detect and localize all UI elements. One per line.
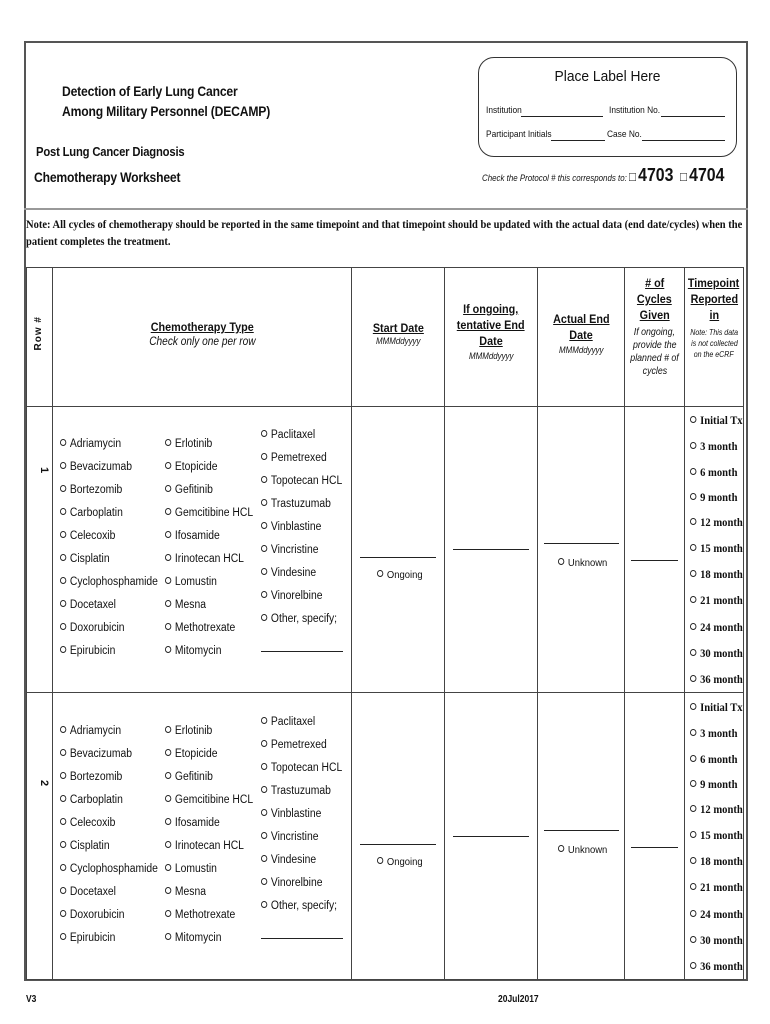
radio-icon	[60, 933, 66, 940]
radio-icon	[165, 933, 171, 940]
timepoint-option[interactable]: 30 month	[690, 935, 743, 947]
radio-icon	[165, 531, 171, 538]
option-vinblastine[interactable]: Vinblastine	[261, 808, 321, 820]
footer-date: 20Jul2017	[498, 994, 539, 1005]
option-bevacizumab[interactable]: Bevacizumab	[60, 748, 132, 760]
tentative-end-date-cell	[445, 407, 538, 693]
institution-no-label: Institution No.	[609, 105, 661, 116]
radio-icon	[261, 453, 267, 460]
radio-icon	[165, 554, 171, 561]
protocol-4703-checkbox[interactable]: □	[629, 169, 636, 184]
radio-icon	[165, 462, 171, 469]
radio-icon	[261, 763, 267, 770]
option-pemetrexed[interactable]: Pemetrexed	[261, 739, 327, 751]
participant-initials-field[interactable]	[551, 140, 605, 141]
option-vinorelbine[interactable]: Vinorelbine	[261, 877, 323, 889]
option-etopicide[interactable]: Etopicide	[165, 461, 217, 473]
radio-icon	[60, 646, 66, 653]
radio-icon	[690, 883, 696, 890]
actual-end-date-cell	[538, 407, 625, 693]
radio-icon	[690, 623, 696, 630]
option-doxorubicin[interactable]: Doxorubicin	[60, 909, 125, 921]
option-adriamycin[interactable]: Adriamycin	[60, 725, 121, 737]
study-title-line2: Among Military Personnel (DECAMP)	[62, 104, 271, 119]
protocol-4704-checkbox[interactable]: □	[680, 169, 687, 184]
option-epirubicin[interactable]: Epirubicin	[60, 932, 115, 944]
radio-icon	[60, 864, 66, 871]
timepoint-cell	[685, 693, 744, 980]
radio-icon	[165, 485, 171, 492]
option-ifosamide[interactable]: Ifosamide	[165, 530, 220, 542]
radio-icon	[690, 649, 696, 656]
option-vinblastine[interactable]: Vinblastine	[261, 521, 321, 533]
radio-icon	[690, 596, 696, 603]
radio-icon	[60, 439, 66, 446]
option-cyclophosphamide[interactable]: Cyclophosphamide	[60, 576, 158, 588]
chemo-table	[26, 267, 744, 980]
institution-field[interactable]	[521, 116, 603, 117]
option-mitomycin[interactable]: Mitomycin	[165, 645, 221, 657]
other-specify-field[interactable]	[261, 938, 343, 939]
option-irinotecan[interactable]: Irinotecan HCL	[165, 840, 244, 852]
option-methotrexate[interactable]: Methotrexate	[165, 622, 235, 634]
radio-icon	[165, 508, 171, 515]
option-vindesine[interactable]: Vindesine	[261, 567, 316, 579]
row-number-header: Row #	[27, 268, 53, 407]
option-vinorelbine[interactable]: Vinorelbine	[261, 590, 323, 602]
table-row	[27, 693, 744, 980]
option-doxorubicin[interactable]: Doxorubicin	[60, 622, 125, 634]
radio-icon	[60, 749, 66, 756]
radio-icon	[60, 841, 66, 848]
option-erlotinib[interactable]: Erlotinib	[165, 438, 212, 450]
timepoint-option[interactable]: Initial Tx	[690, 702, 743, 714]
radio-icon	[558, 558, 564, 565]
protocol-text: Check the Protocol # this corresponds to:	[482, 173, 627, 183]
radio-icon	[60, 485, 66, 492]
form-title: Chemotherapy Worksheet	[34, 170, 181, 185]
study-title-line1: Detection of Early Lung Cancer	[62, 84, 238, 99]
timepoint-option[interactable]: 6 month	[690, 754, 737, 766]
radio-icon	[60, 462, 66, 469]
radio-icon	[60, 623, 66, 630]
row-number-cell: 2	[27, 693, 53, 980]
radio-icon	[261, 591, 267, 598]
start-date-cell	[352, 407, 445, 693]
radio-icon	[558, 845, 564, 852]
timepoint-header: Timepoint Reported in Note: This data is not collected on the eCRF	[685, 268, 744, 407]
radio-icon	[165, 600, 171, 607]
option-other-specify[interactable]: Other, specify;	[261, 613, 337, 625]
radio-icon	[690, 831, 696, 838]
unknown-option[interactable]: Unknown	[558, 557, 607, 569]
timepoint-option[interactable]: 36 month	[690, 961, 743, 973]
other-specify-field[interactable]	[261, 651, 343, 652]
actual-end-date-field[interactable]	[544, 543, 619, 544]
timepoint-option[interactable]: 18 month	[690, 569, 743, 581]
option-gefitinib[interactable]: Gefitinib	[165, 484, 213, 496]
radio-icon	[261, 832, 267, 839]
ongoing-option[interactable]: Ongoing	[377, 856, 423, 868]
radio-icon	[690, 675, 696, 682]
start-date-header: Start Date MMMddyyyy	[352, 268, 445, 407]
timepoint-option[interactable]: 18 month	[690, 856, 743, 868]
radio-icon	[165, 646, 171, 653]
divider	[24, 208, 748, 210]
timepoint-option[interactable]: 21 month	[690, 882, 743, 894]
cycles-cell	[625, 407, 685, 693]
radio-icon	[261, 855, 267, 862]
cycles-cell	[625, 693, 685, 980]
tentative-end-date-field[interactable]	[453, 836, 529, 837]
chemo-options-cell	[53, 693, 352, 980]
option-bevacizumab[interactable]: Bevacizumab	[60, 461, 132, 473]
timepoint-option[interactable]: 30 month	[690, 648, 743, 660]
protocol-4703-label: 4703	[638, 165, 674, 185]
option-erlotinib[interactable]: Erlotinib	[165, 725, 212, 737]
radio-icon	[690, 703, 696, 710]
radio-icon	[690, 468, 696, 475]
protocol-4704-label: 4704	[689, 165, 725, 185]
radio-icon	[261, 809, 267, 816]
option-adriamycin[interactable]: Adriamycin	[60, 438, 121, 450]
radio-icon	[60, 887, 66, 894]
option-epirubicin[interactable]: Epirubicin	[60, 645, 115, 657]
option-docetaxel[interactable]: Docetaxel	[60, 886, 116, 898]
radio-icon	[261, 430, 267, 437]
table-header-row	[27, 268, 744, 407]
option-trastuzumab[interactable]: Trastuzumab	[261, 785, 331, 797]
radio-icon	[261, 786, 267, 793]
option-paclitaxel[interactable]: Paclitaxel	[261, 429, 315, 441]
option-bortezomib[interactable]: Bortezomib	[60, 771, 122, 783]
chemo-type-header: Chemotherapy Type Check only one per row	[53, 268, 352, 407]
option-bortezomib[interactable]: Bortezomib	[60, 484, 122, 496]
radio-icon	[690, 755, 696, 762]
radio-icon	[165, 795, 171, 802]
case-no-field[interactable]	[642, 140, 725, 141]
option-topotecan[interactable]: Topotecan HCL	[261, 762, 342, 774]
option-celecoxib[interactable]: Celecoxib	[60, 530, 115, 542]
unknown-option[interactable]: Unknown	[558, 844, 607, 856]
tentative-end-date-field[interactable]	[453, 549, 529, 550]
cycles-given-header: # of Cycles Given If ongoing, provide the planned # of cycles	[625, 268, 685, 407]
radio-icon	[377, 857, 383, 864]
radio-icon	[377, 570, 383, 577]
radio-icon	[690, 518, 696, 525]
label-box	[478, 57, 737, 157]
radio-icon	[60, 531, 66, 538]
radio-icon	[60, 795, 66, 802]
chemo-options-cell	[53, 407, 352, 693]
radio-icon	[261, 740, 267, 747]
radio-icon	[60, 600, 66, 607]
start-date-cell	[352, 693, 445, 980]
case-no-label: Case No.	[607, 129, 642, 140]
radio-icon	[690, 442, 696, 449]
table-row	[27, 407, 744, 693]
radio-icon	[60, 726, 66, 733]
option-other-specify[interactable]: Other, specify;	[261, 900, 337, 912]
radio-icon	[165, 841, 171, 848]
radio-icon	[261, 717, 267, 724]
option-vindesine[interactable]: Vindesine	[261, 854, 316, 866]
institution-no-field[interactable]	[661, 116, 725, 117]
radio-icon	[261, 878, 267, 885]
radio-icon	[690, 544, 696, 551]
option-etopicide[interactable]: Etopicide	[165, 748, 217, 760]
option-mesna[interactable]: Mesna	[165, 886, 206, 898]
timepoint-option[interactable]: 36 month	[690, 674, 743, 686]
option-paclitaxel[interactable]: Paclitaxel	[261, 716, 315, 728]
option-gemcitibine[interactable]: Gemcitibine HCL	[165, 507, 253, 519]
radio-icon	[690, 962, 696, 969]
timepoint-cell	[685, 407, 744, 693]
actual-end-date-field[interactable]	[544, 830, 619, 831]
radio-icon	[60, 772, 66, 779]
tentative-end-date-cell	[445, 693, 538, 980]
option-irinotecan[interactable]: Irinotecan HCL	[165, 553, 244, 565]
start-date-field[interactable]	[360, 557, 436, 558]
option-lomustin[interactable]: Lomustin	[165, 576, 217, 588]
timepoint-option[interactable]: 3 month	[690, 441, 737, 453]
option-topotecan[interactable]: Topotecan HCL	[261, 475, 342, 487]
option-ifosamide[interactable]: Ifosamide	[165, 817, 220, 829]
radio-icon	[261, 568, 267, 575]
radio-icon	[165, 439, 171, 446]
institution-label: Institution	[486, 105, 522, 116]
radio-icon	[165, 577, 171, 584]
radio-icon	[165, 623, 171, 630]
option-vincristine[interactable]: Vincristine	[261, 544, 318, 556]
participant-initials-label: Participant Initials	[486, 129, 552, 140]
section-title: Post Lung Cancer Diagnosis	[36, 145, 185, 159]
radio-icon	[165, 749, 171, 756]
radio-icon	[261, 545, 267, 552]
radio-icon	[261, 476, 267, 483]
option-methotrexate[interactable]: Methotrexate	[165, 909, 235, 921]
radio-icon	[60, 554, 66, 561]
radio-icon	[690, 780, 696, 787]
timepoint-option[interactable]: 6 month	[690, 467, 737, 479]
tentative-end-date-header: If ongoing, tentative End Date MMMddyyyy	[445, 268, 538, 407]
option-carboplatin[interactable]: Carboplatin	[60, 794, 123, 806]
timepoint-option[interactable]: 12 month	[690, 517, 743, 529]
radio-icon	[690, 857, 696, 864]
option-mesna[interactable]: Mesna	[165, 599, 206, 611]
actual-end-date-cell	[538, 693, 625, 980]
radio-icon	[690, 416, 696, 423]
timepoint-option[interactable]: Initial Tx	[690, 415, 743, 427]
option-cisplatin[interactable]: Cisplatin	[60, 553, 110, 565]
radio-icon	[165, 864, 171, 871]
timepoint-option[interactable]: 12 month	[690, 804, 743, 816]
version-label: V3	[26, 994, 37, 1005]
option-lomustin[interactable]: Lomustin	[165, 863, 217, 875]
option-cisplatin[interactable]: Cisplatin	[60, 840, 110, 852]
radio-icon	[60, 910, 66, 917]
timepoint-option[interactable]: 24 month	[690, 622, 743, 634]
option-carboplatin[interactable]: Carboplatin	[60, 507, 123, 519]
radio-icon	[261, 901, 267, 908]
start-date-field[interactable]	[360, 844, 436, 845]
radio-icon	[165, 818, 171, 825]
radio-icon	[690, 570, 696, 577]
option-cyclophosphamide[interactable]: Cyclophosphamide	[60, 863, 158, 875]
timepoint-option[interactable]: 3 month	[690, 728, 737, 740]
timepoint-option[interactable]: 15 month	[690, 543, 743, 555]
cycles-field[interactable]	[631, 847, 678, 848]
option-docetaxel[interactable]: Docetaxel	[60, 599, 116, 611]
row-number-cell: 1	[27, 407, 53, 693]
option-trastuzumab[interactable]: Trastuzumab	[261, 498, 331, 510]
ongoing-option[interactable]: Ongoing	[377, 569, 423, 581]
radio-icon	[165, 910, 171, 917]
instruction-note: Note: All cycles of chemotherapy should be reported in the same timepoint and that timepoint should be updated with the actual data (end date/cycles) when the patient completes the treatment.	[26, 219, 743, 248]
radio-icon	[165, 772, 171, 779]
option-gemcitibine[interactable]: Gemcitibine HCL	[165, 794, 253, 806]
timepoint-option[interactable]: 9 month	[690, 492, 737, 504]
actual-end-date-header: Actual End Date MMMddyyyy	[538, 268, 625, 407]
timepoint-option[interactable]: 15 month	[690, 830, 743, 842]
radio-icon	[60, 577, 66, 584]
radio-icon	[690, 910, 696, 917]
option-gefitinib[interactable]: Gefitinib	[165, 771, 213, 783]
radio-icon	[261, 522, 267, 529]
option-vincristine[interactable]: Vincristine	[261, 831, 318, 843]
radio-icon	[690, 805, 696, 812]
radio-icon	[165, 887, 171, 894]
radio-icon	[690, 729, 696, 736]
radio-icon	[261, 614, 267, 621]
option-mitomycin[interactable]: Mitomycin	[165, 932, 221, 944]
label-box-title: Place Label Here	[554, 68, 661, 85]
option-pemetrexed[interactable]: Pemetrexed	[261, 452, 327, 464]
timepoint-option[interactable]: 9 month	[690, 779, 737, 791]
radio-icon	[690, 493, 696, 500]
radio-icon	[690, 936, 696, 943]
timepoint-option[interactable]: 21 month	[690, 595, 743, 607]
radio-icon	[261, 499, 267, 506]
radio-icon	[60, 818, 66, 825]
timepoint-option[interactable]: 24 month	[690, 909, 743, 921]
radio-icon	[165, 726, 171, 733]
radio-icon	[60, 508, 66, 515]
option-celecoxib[interactable]: Celecoxib	[60, 817, 115, 829]
cycles-field[interactable]	[631, 560, 678, 561]
protocol-line	[482, 165, 724, 186]
